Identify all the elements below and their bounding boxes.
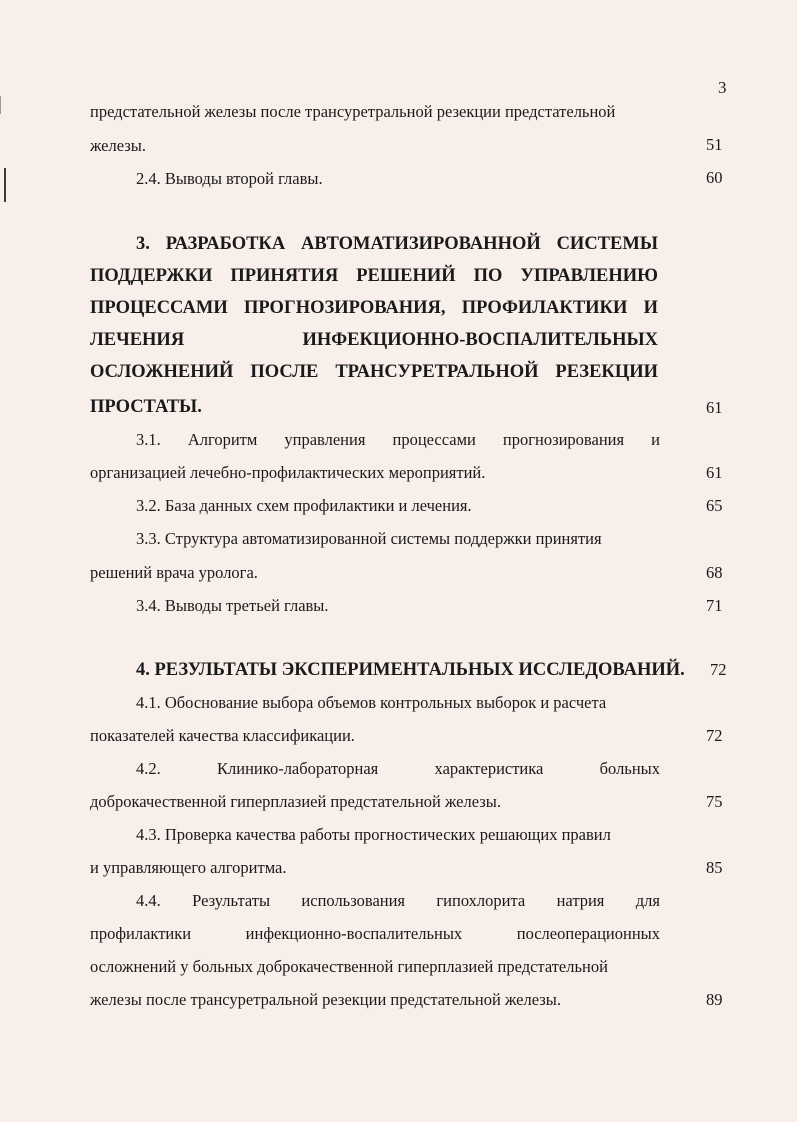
toc-continuation-line: железы.	[90, 136, 146, 155]
chapter-3-heading-line: ОСЛОЖНЕНИЙ ПОСЛЕ ТРАНСУРЕТРАЛЬНОЙ РЕЗЕКЦИИ	[90, 362, 658, 382]
toc-page-number: 72	[706, 726, 723, 745]
toc-item-4-4: железы после трансуретральной резекции предстательной железы.	[90, 990, 561, 1009]
toc-page-number: 61	[706, 398, 723, 417]
toc-item-4-3: и управляющего алгоритма.	[90, 858, 287, 877]
toc-page-number: 51	[706, 135, 723, 154]
toc-item-4-1: показателей качества классификации.	[90, 726, 355, 745]
toc-page-number: 68	[706, 563, 723, 582]
page-number: 3	[718, 78, 727, 97]
toc-page-number: 72	[710, 660, 727, 679]
toc-item-2-4: 2.4. Выводы второй главы.	[136, 169, 323, 188]
toc-page-number: 85	[706, 858, 723, 877]
chapter-4-heading: 4. РЕЗУЛЬТАТЫ ЭКСПЕРИМЕНТАЛЬНЫХ ИССЛЕДОВАНИЙ.	[136, 660, 685, 680]
toc-item-4-1: 4.1. Обоснование выбора объемов контрольных выборок и расчета	[136, 693, 607, 712]
chapter-3-heading-line: 3. РАЗРАБОТКА АВТОМАТИЗИРОВАННОЙ СИСТЕМЫ	[136, 234, 658, 254]
toc-item-3-1: организацией лечебно-профилактических мероприятий.	[90, 463, 486, 482]
toc-continuation-line: предстательной железы после трансуретральной резекции предстательной	[90, 102, 616, 121]
toc-item-4-4: профилактики инфекционно-воспалительных послеоперационных	[90, 924, 660, 943]
toc-page-number: 65	[706, 496, 723, 515]
toc-page-number: 71	[706, 596, 723, 615]
toc-page-number: 60	[706, 168, 723, 187]
toc-item-3-3: 3.3. Структура автоматизированной системы поддержки принятия	[136, 529, 602, 548]
toc-page-number: 89	[706, 990, 723, 1009]
toc-page-number: 75	[706, 792, 723, 811]
toc-item-4-4: 4.4. Результаты использования гипохлорита натрия для	[136, 891, 660, 910]
scan-edge-mark	[4, 168, 6, 202]
chapter-3-heading-line: ПРОЦЕССАМИ ПРОГНОЗИРОВАНИЯ, ПРОФИЛАКТИКИ И	[90, 298, 658, 318]
toc-item-4-2: доброкачественной гиперплазией предстательной железы.	[90, 792, 501, 811]
toc-item-4-4: осложнений у больных доброкачественной гиперплазией предстательной	[90, 957, 608, 976]
toc-item-4-3: 4.3. Проверка качества работы прогностических решающих правил	[136, 825, 611, 844]
toc-item-3-1: 3.1. Алгоритм управления процессами прогнозирования и	[136, 430, 660, 449]
scan-edge-mark	[0, 96, 1, 114]
toc-item-4-2: 4.2. Клинико-лабораторная характеристика больных	[136, 759, 660, 778]
chapter-3-heading-line: ПРОСТАТЫ.	[90, 397, 202, 417]
toc-item-3-4: 3.4. Выводы третьей главы.	[136, 596, 329, 615]
chapter-3-heading-line: ЛЕЧЕНИЯ ИНФЕКЦИОННО-ВОСПАЛИТЕЛЬНЫХ	[90, 330, 658, 350]
toc-item-3-2: 3.2. База данных схем профилактики и лечения.	[136, 496, 472, 515]
chapter-3-heading-line: ПОДДЕРЖКИ ПРИНЯТИЯ РЕШЕНИЙ ПО УПРАВЛЕНИЮ	[90, 266, 658, 286]
toc-page-number: 61	[706, 463, 723, 482]
toc-item-3-3: решений врача уролога.	[90, 563, 258, 582]
